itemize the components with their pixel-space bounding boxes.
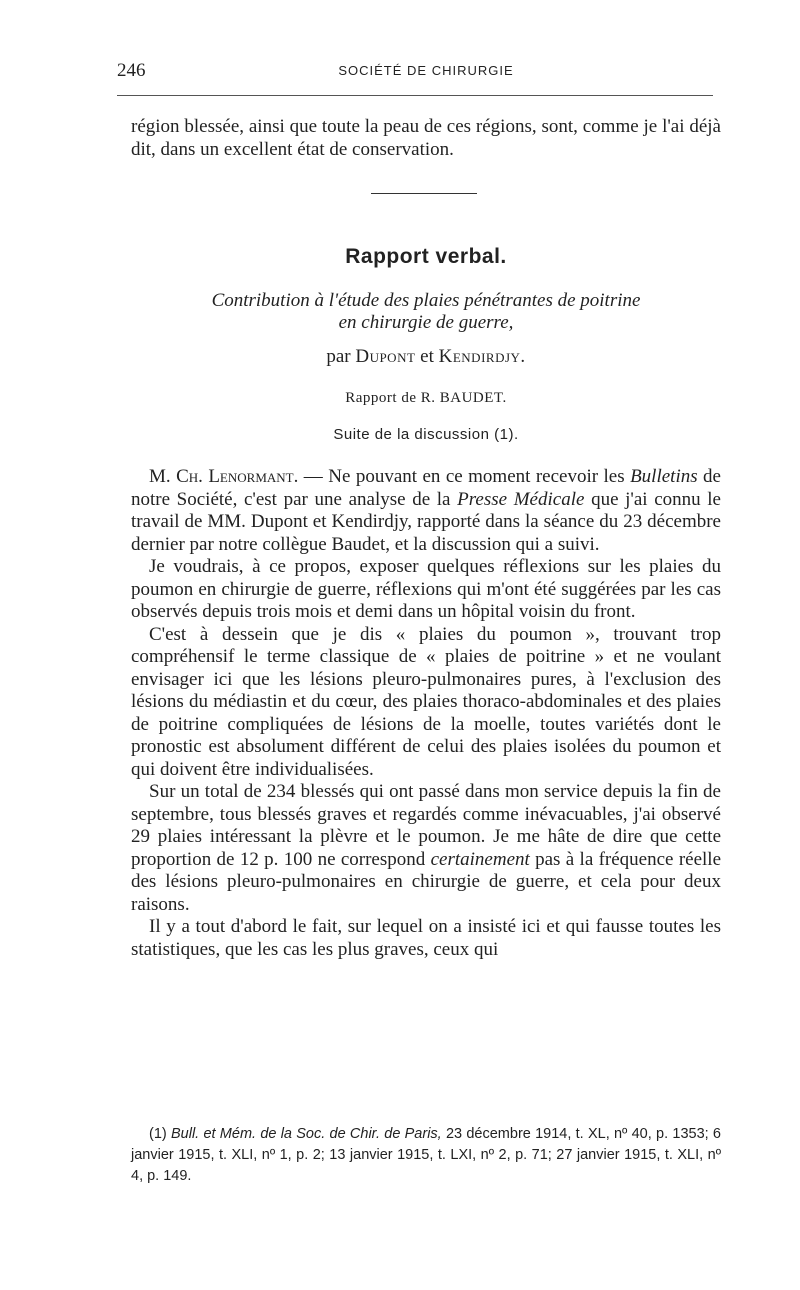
paragraph-4 bbox=[131, 781, 721, 916]
p1-text-a: — Ne pouvant en ce moment recevoir les bbox=[298, 466, 631, 487]
running-head: SOCIÉTÉ DE CHIRURGIE bbox=[338, 63, 514, 78]
footnote bbox=[131, 1124, 721, 1187]
footnote-text bbox=[131, 1124, 721, 1187]
footnote-citation: 23 décembre 1914, t. XL, nº 40, p. 1353; 6 janvier 1915, t. XLI, nº 1, p. 2; 13 janvier 1915, t. LXI, nº 2, p. 71; 27 janvier 1915, t. XLI, nº 4, p. 149. bbox=[131, 1126, 721, 1184]
authors-line bbox=[131, 346, 721, 369]
paragraph-1 bbox=[131, 466, 721, 556]
paragraph-2: Je voudrais, à ce propos, exposer quelques réflexions sur les plaies du poumon en chirurgie de guerre, réflexions qui m'ont été suggérées par les cas observés depuis trois mois et demi dans un hôpital voisin du front. bbox=[131, 556, 721, 622]
report-line bbox=[131, 387, 721, 410]
section-title: Rapport verbal. bbox=[345, 245, 507, 268]
page-number: 246 bbox=[117, 60, 146, 81]
intro-paragraph: région blessée, ainsi que toute la peau de ces régions, sont, comme je l'ai déjà dit, dans un excellent état de conservation. bbox=[131, 116, 721, 160]
subtitle-line-1: Contribution à l'étude des plaies pénétrantes de poitrine bbox=[211, 290, 641, 311]
section-subtitle bbox=[131, 290, 721, 334]
p4-text-b: pas à la fréquence réelle des lésions pleuro-pulmonaires en chirurgie de guerre, et cela pour deux raisons. bbox=[131, 848, 721, 915]
p1-text-b: de notre Société, c'est par une analyse de la bbox=[131, 466, 721, 510]
paragraph-5: Il y a tout d'abord le fait, sur lequel on a insisté ici et qui fausse toutes les statistiques, que les cas les plus graves, ceux qui bbox=[131, 916, 721, 960]
p1-text-c: que j'ai connu le travail de MM. Dupont et Kendirdjy, rapporté dans la séance du 23 décembre dernier par notre collègue Baudet, et la discussion qui a suivi. bbox=[131, 488, 721, 555]
p4-text-a: Sur un total de 234 blessés qui ont passé dans mon service depuis la fin de septembre, tous blessés graves et regardés comme inévacuables, j'ai observé 29 plaies intéressant la plèvre et le poumon. Je me hâte de dire que cette proportion de 12 p. 100 ne correspond bbox=[131, 781, 721, 870]
body-text bbox=[131, 466, 721, 961]
footnote-source: Bull. et Mém. de la Soc. de Chir. de Paris, bbox=[170, 1126, 442, 1142]
p4-italic: certainement bbox=[430, 848, 530, 870]
p1-italic-presse: Presse Médicale bbox=[457, 488, 585, 510]
discussion-note: Suite de la discussion (1). bbox=[333, 426, 519, 443]
authors-joiner: et bbox=[420, 346, 434, 367]
p1-italic-bulletins: Bulletins bbox=[630, 466, 698, 487]
footnote-marker: (1) bbox=[149, 1126, 171, 1142]
section-separator bbox=[371, 193, 477, 194]
authors-prefix: par bbox=[326, 346, 351, 367]
author-dupont: Dupont bbox=[355, 346, 416, 367]
speaker-name: M. Ch. Lenormant. bbox=[149, 466, 299, 487]
paragraph-3: C'est à dessein que je dis « plaies du poumon », trouvant trop compréhensif le terme classique de « plaies de poitrine » et ne voulant envisager ici que les lésions pleuro-pulmonaires pures, à l'exclusion des lésions du médiastin et du cœur, des plaies thoraco-abdominales et des plaies de poitrine compliquées de lésions de la moelle, toutes variétés dont le pronostic est absolument différent de celui des plaies isolées du poumon et qui doivent être individualisées. bbox=[131, 623, 721, 780]
page-header bbox=[117, 60, 721, 84]
author-kendirdjy: Kendirdjy. bbox=[438, 346, 526, 367]
report-prefix: Rapport de bbox=[345, 390, 417, 406]
subtitle-line-2: en chirurgie de guerre, bbox=[338, 312, 514, 333]
header-rule bbox=[117, 95, 713, 96]
report-author: R. BAUDET. bbox=[420, 390, 507, 406]
